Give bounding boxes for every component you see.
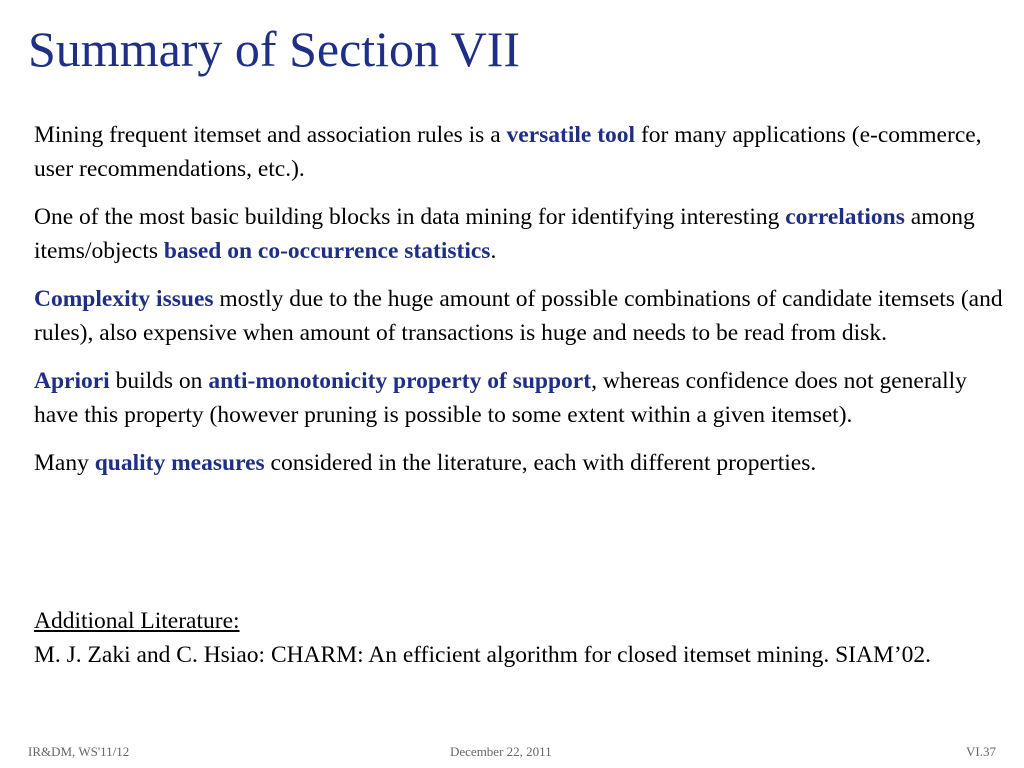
slide-body xyxy=(34,118,1009,494)
paragraph-complexity xyxy=(34,282,1009,350)
highlight-quality-measures: quality measures xyxy=(94,450,265,476)
paragraph-apriori xyxy=(34,364,1009,432)
highlight-correlations: correlations xyxy=(785,204,905,230)
text-run: considered in the literature, each with different properties. xyxy=(264,450,817,476)
text-run: builds on xyxy=(109,368,209,394)
footer-course: IR&DM, WS'11/12 xyxy=(28,744,130,759)
additional-literature xyxy=(34,604,1009,672)
text-run: One of the most basic building blocks in data mining for identifying interesting xyxy=(34,204,786,230)
highlight-apriori: Apriori xyxy=(34,368,110,394)
literature-reference: M. J. Zaki and C. Hsiao: CHARM: An efficient algorithm for closed itemset mining. SIAM’02. xyxy=(34,642,932,668)
highlight-co-occurrence: based on co-occurrence statistics xyxy=(163,238,491,264)
paragraph-versatile-tool xyxy=(34,118,1009,186)
slide-title: Summary of Section VII xyxy=(28,21,521,77)
highlight-versatile-tool: versatile tool xyxy=(506,122,636,148)
paragraph-quality-measures xyxy=(34,446,1009,480)
text-run: Many xyxy=(34,450,95,476)
text-run: Mining frequent itemset and association rules is a xyxy=(34,122,507,148)
highlight-complexity-issues: Complexity issues xyxy=(34,286,214,312)
text-run: . xyxy=(490,238,497,264)
text-run: among items/objects xyxy=(34,204,975,264)
paragraph-correlations xyxy=(34,200,1009,268)
text-run: for many applications (e-commerce, user recommendations, etc.). xyxy=(34,122,982,182)
text-run: mostly due to the huge amount of possible combinations of candidate itemsets (and rules), also expensive when amount of transactions is huge and needs to be read from disk. xyxy=(34,286,1003,346)
highlight-anti-monotonicity: anti-monotonicity property of support xyxy=(208,368,592,394)
text-run: , whereas confidence does not generally have this property (however pruning is possible to some extent within a given itemset). xyxy=(34,368,967,428)
footer-page-number: VI.37 xyxy=(966,744,996,759)
footer-date: December 22, 2011 xyxy=(450,744,552,759)
literature-heading: Additional Literature: xyxy=(34,608,240,634)
